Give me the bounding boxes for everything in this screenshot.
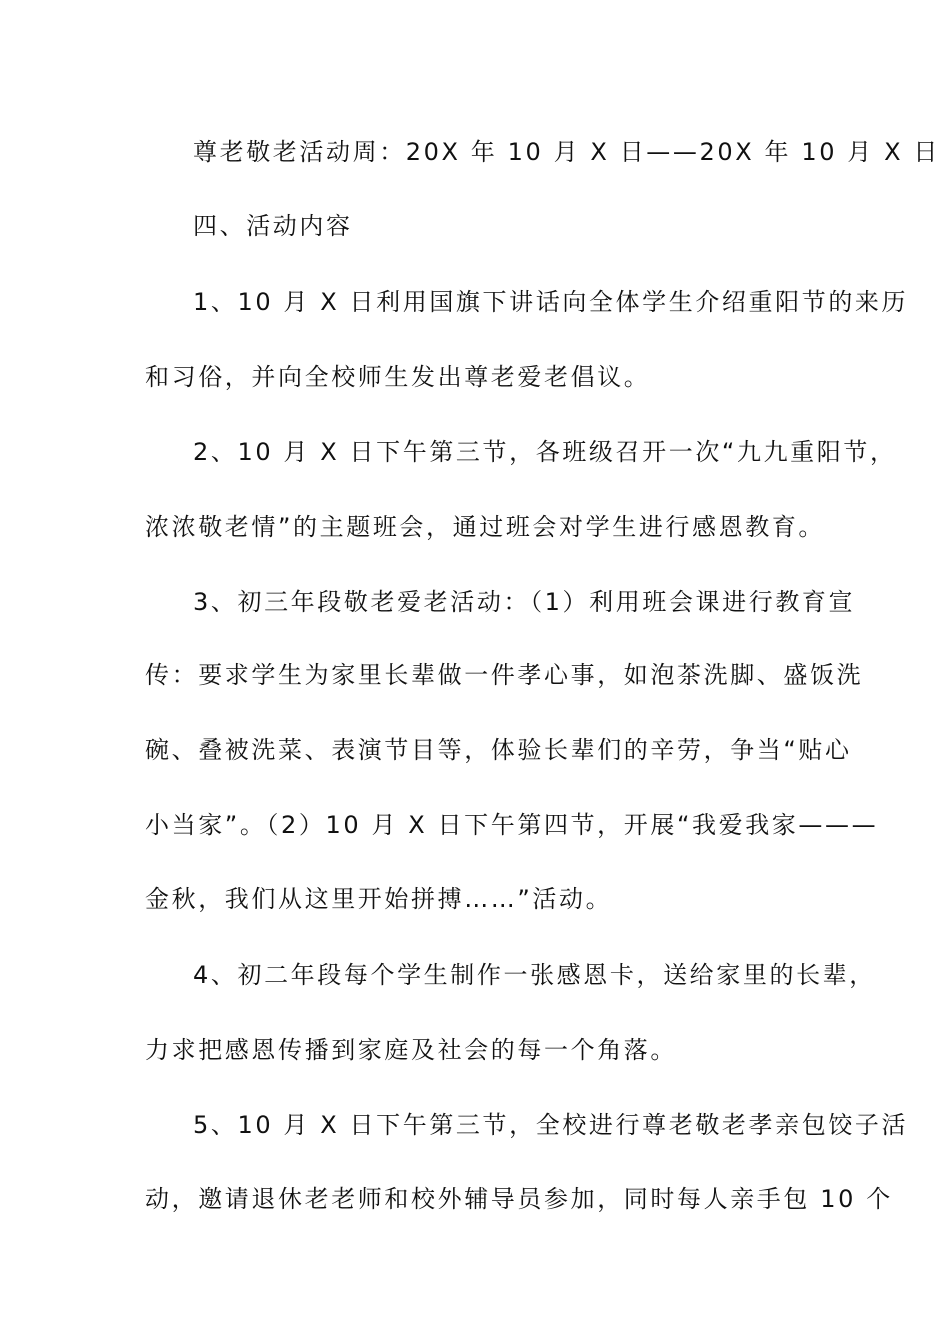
paragraph-line: 力求把感恩传播到家庭及社会的每一个角落。 bbox=[145, 1036, 677, 1064]
paragraph-line: 金秋，我们从这里开始拼搏……”活动。 bbox=[145, 885, 613, 913]
section-heading: 四、活动内容 bbox=[193, 212, 353, 240]
paragraph-line: 碗、叠被洗菜、表演节目等，体验长辈们的辛劳，争当“贴心 bbox=[145, 736, 852, 764]
paragraph-line: 1、10 月 X 日利用国旗下讲话向全体学生介绍重阳节的来历 bbox=[193, 288, 909, 316]
paragraph-line: 浓浓敬老情”的主题班会，通过班会对学生进行感恩教育。 bbox=[145, 513, 826, 541]
paragraph-line: 2、10 月 X 日下午第三节，各班级召开一次“九九重阳节， bbox=[193, 438, 897, 466]
paragraph-line: 和习俗，并向全校师生发出尊老爱老倡议。 bbox=[145, 363, 651, 391]
paragraph-line: 5、10 月 X 日下午第三节，全校进行尊老敬老孝亲包饺子活 bbox=[193, 1111, 909, 1139]
paragraph-line: 传：要求学生为家里长辈做一件孝心事，如泡茶洗脚、盛饭洗 bbox=[145, 661, 864, 689]
paragraph-line: 动，邀请退休老老师和校外辅导员参加，同时每人亲手包 10 个 bbox=[145, 1185, 893, 1213]
paragraph-line: 4、初二年段每个学生制作一张感恩卡，送给家里的长辈， bbox=[193, 961, 876, 989]
paragraph-line: 小当家”。（2）10 月 X 日下午第四节，开展“我爱我家——— bbox=[145, 811, 879, 839]
activity-week-line: 尊老敬老活动周：20X 年 10 月 X 日——20X 年 10 月 X 日 bbox=[193, 138, 941, 166]
paragraph-line: 3、初三年段敬老爱老活动：（1）利用班会课进行教育宣 bbox=[193, 588, 856, 616]
